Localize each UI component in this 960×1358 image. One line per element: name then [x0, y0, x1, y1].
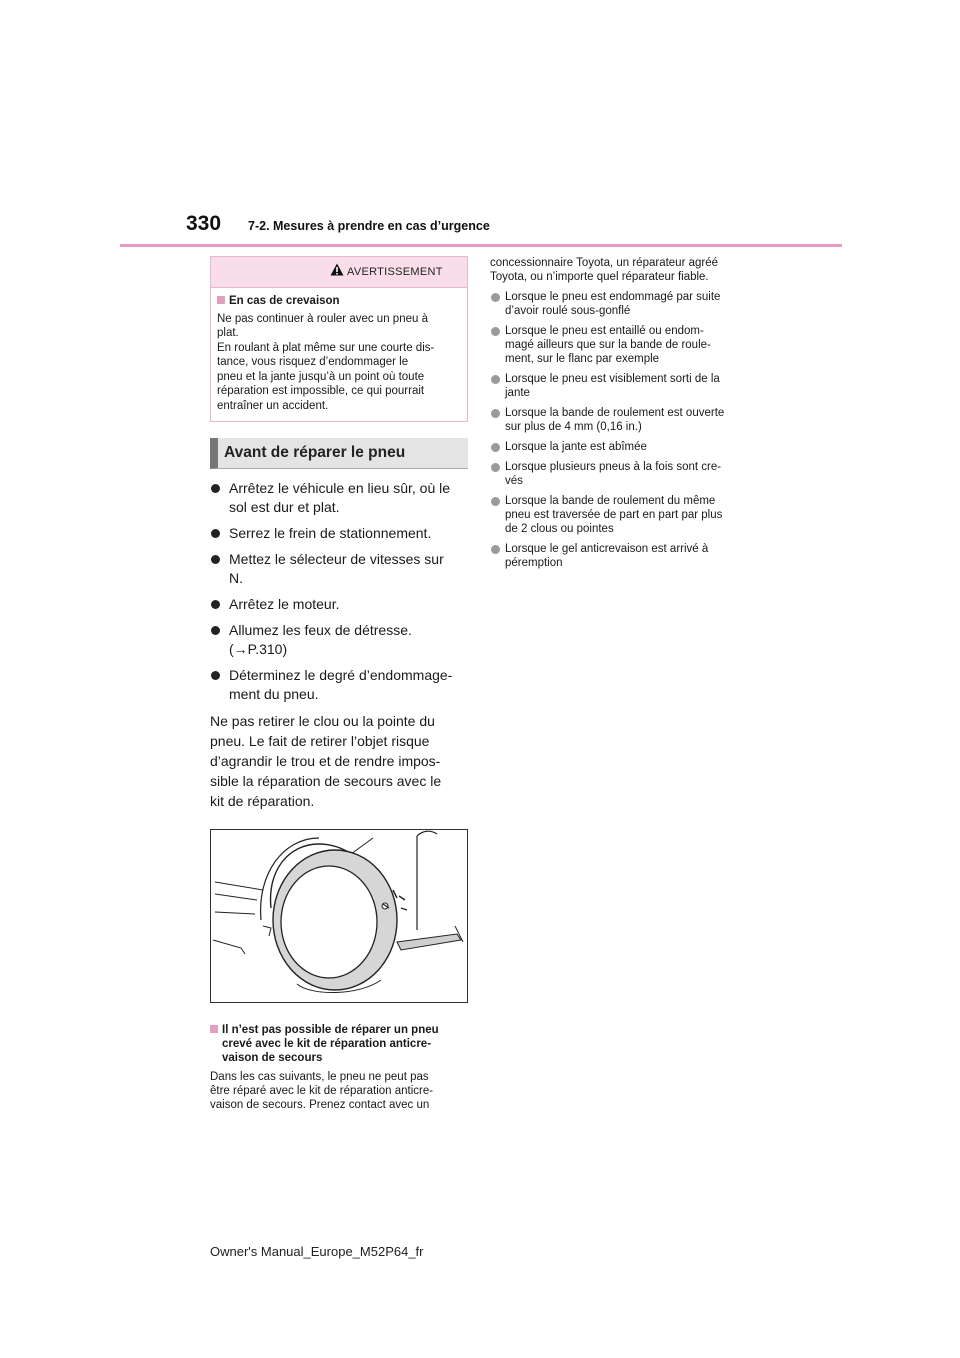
steps-list	[210, 479, 468, 704]
step-item: Arrêtez le moteur.	[210, 595, 468, 614]
condition-item: Lorsque la bande de roulement du même pneu est traversée de part en part par plus de 2 clous ou pointes	[490, 494, 748, 536]
right-column	[490, 256, 748, 576]
conditions-list	[490, 290, 748, 570]
continuation-text: concessionnaire Toyota, un réparateur agréé Toyota, ou n’importe quel réparateur fiable.	[490, 257, 719, 283]
step-item: Arrêtez le véhicule en lieu sûr, où le sol est dur et plat.	[210, 479, 468, 517]
warning-text: Ne pas continuer à rouler avec un pneu à plat. En roulant à plat même sur une courte dis- tance, vous risquez d’endommager le pneu et la jante jusqu’à un point où toute réparation est impossible, ce qui pourrait entraîner un accident.	[217, 312, 435, 412]
footer: Owner's Manual_Europe_M52P64_fr	[210, 1244, 424, 1259]
punctured-tire-illustration	[211, 830, 467, 1002]
condition-item: Lorsque le gel anticrevaison est arrivé à péremption	[490, 542, 748, 570]
condition-item: Lorsque plusieurs pneus à la fois sont cre- vés	[490, 460, 748, 488]
step-item: Mettez le sélecteur de vitesses sur N.	[210, 550, 468, 588]
step-item: Allumez les feux de détresse. (→P.310)	[210, 621, 468, 659]
warning-body	[211, 288, 467, 421]
note-title-text: Il n’est pas possible de réparer un pneu crevé avec le kit de réparation anticre- vaison de secours	[222, 1024, 439, 1064]
step-item: Serrez le frein de stationnement.	[210, 524, 468, 543]
section-heading-text: Avant de réparer le pneu	[224, 444, 406, 461]
square-bullet-icon	[210, 1025, 218, 1033]
condition-item: Lorsque le pneu est entaillé ou endom- magé ailleurs que sur la bande de roule- ment, sur le flanc par exemple	[490, 324, 748, 366]
figure-frame	[210, 829, 468, 1003]
note-text: Dans les cas suivants, le pneu ne peut pas être réparé avec le kit de réparation anticre- vaison de secours. Prenez contact avec un	[210, 1071, 434, 1111]
step-item: Déterminez le degré d’endommage- ment du pneu.	[210, 666, 468, 704]
section-title: 7-2. Mesures à prendre en cas d’urgence	[248, 219, 490, 233]
warning-title: AVERTISSEMENT	[347, 266, 443, 278]
warning-header	[211, 257, 467, 288]
nail-warning-paragraph: Ne pas retirer le clou ou la pointe du pneu. Le fait de retirer l’objet risque d’agrandir le trou et de rendre impos- sible la réparation de secours avec le kit de réparation.	[210, 713, 442, 809]
condition-item: Lorsque la jante est abîmée	[490, 440, 748, 454]
note-title	[210, 1023, 468, 1065]
warning-subheading-text: En cas de crevaison	[229, 295, 340, 307]
left-column	[210, 256, 468, 1112]
header-rule	[120, 244, 842, 247]
square-bullet-icon	[217, 296, 225, 304]
warning-box	[210, 256, 468, 422]
warning-subheading	[217, 294, 461, 309]
condition-item: Lorsque le pneu est endommagé par suite d’avoir roulé sous-gonflé	[490, 290, 748, 318]
condition-item: Lorsque la bande de roulement est ouverte sur plus de 4 mm (0,16 in.)	[490, 406, 748, 434]
condition-item: Lorsque le pneu est visiblement sorti de la jante	[490, 372, 748, 400]
warning-triangle-icon	[330, 263, 344, 276]
section-heading	[210, 438, 468, 469]
page-number: 330	[186, 212, 222, 235]
